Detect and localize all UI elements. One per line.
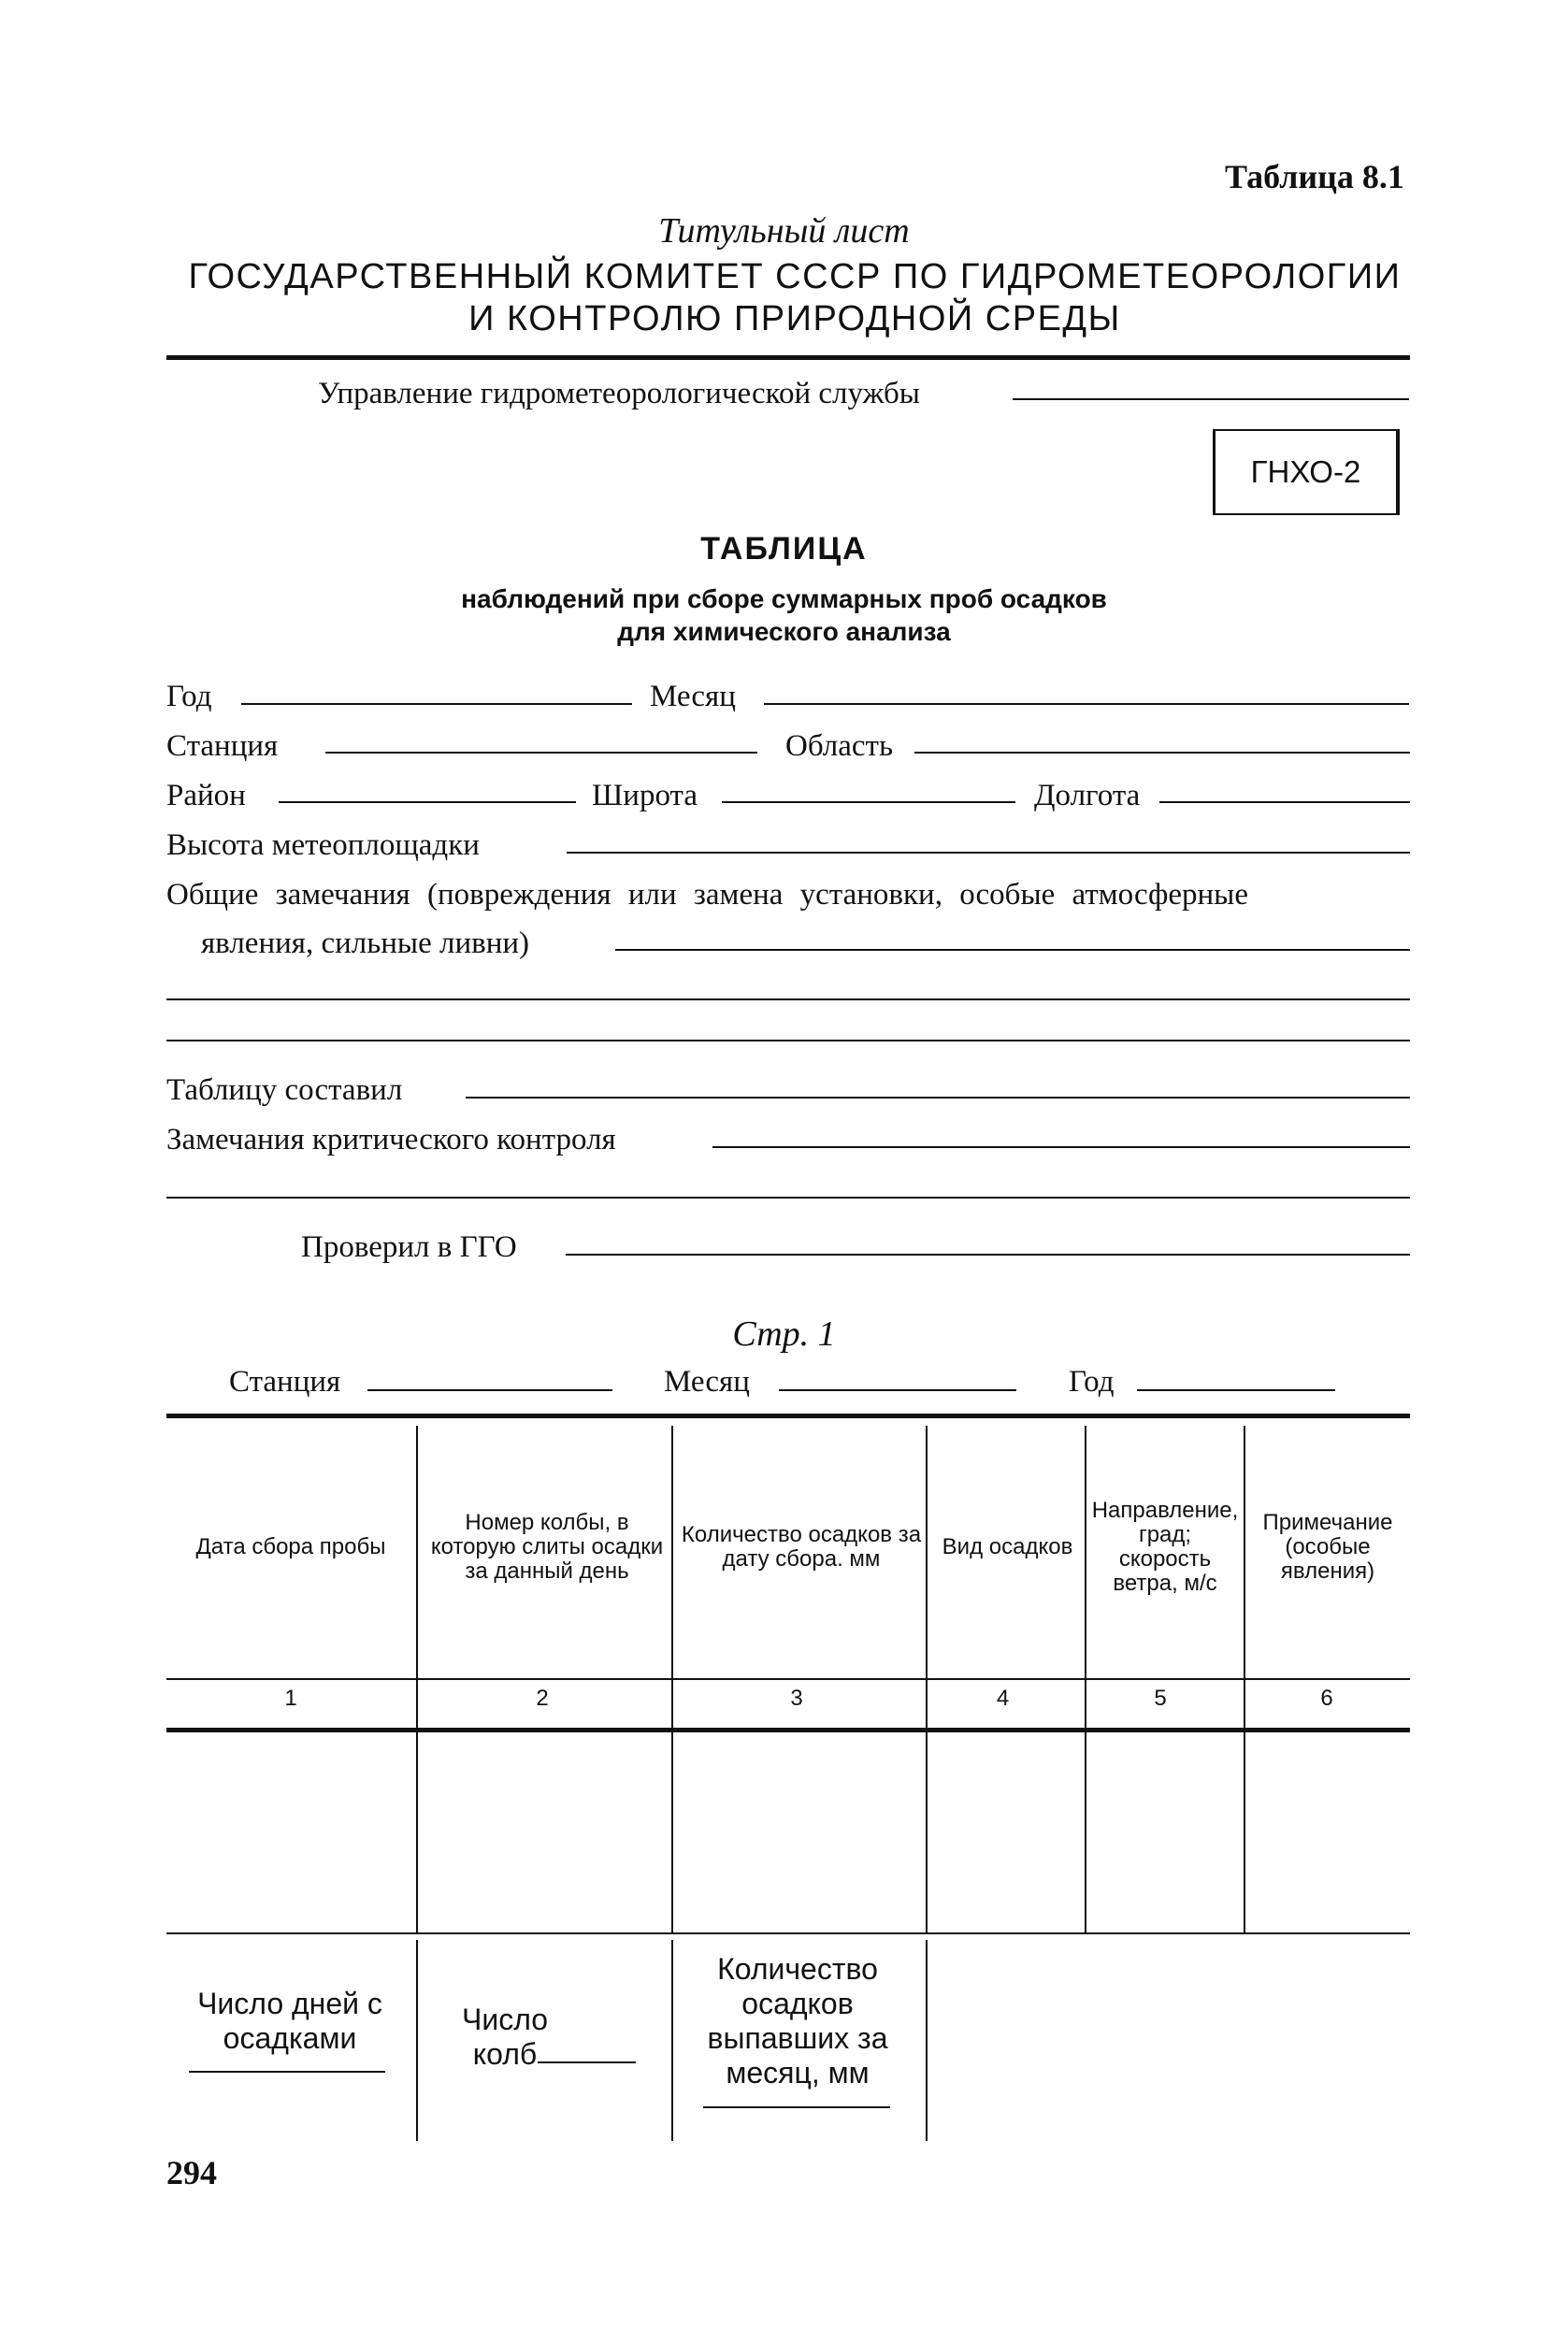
page-station-label: Станция [229, 1365, 341, 1399]
longitude-input-line[interactable] [1159, 801, 1410, 803]
year-input-line[interactable] [241, 703, 632, 705]
latitude-input-line[interactable] [722, 801, 1015, 803]
page-number: 294 [166, 2154, 217, 2191]
remarks-input-line-3[interactable] [166, 1040, 1410, 1041]
column-header-3: Количество осадков за дату сбора. мм [681, 1522, 922, 1572]
column-header-1: Дата сбора пробы [195, 1534, 386, 1559]
region-input-line[interactable] [914, 752, 1410, 754]
page-year-label: Год [1069, 1365, 1115, 1399]
column-number-1: 1 [284, 1686, 297, 1711]
data-cell-precip-type[interactable] [928, 1734, 1083, 1931]
district-label: Район [166, 779, 246, 812]
column-number-6: 6 [1320, 1686, 1333, 1711]
station-input-line[interactable] [325, 752, 757, 754]
committee-name-line1: ГОСУДАРСТВЕННЫЙ КОМИТЕТ СССР ПО ГИДРОМЕТЕОРОЛОГИИ [188, 257, 1402, 296]
management-input-line[interactable] [1013, 398, 1409, 400]
footer-separator-1 [416, 1940, 418, 2141]
data-cell-date[interactable] [168, 1734, 414, 1931]
header-divider [166, 355, 1410, 360]
data-cell-note[interactable] [1245, 1734, 1410, 1931]
month-input-line[interactable] [764, 703, 1409, 705]
footer-days-input-line[interactable] [189, 2071, 385, 2073]
footer-separator-3 [926, 1940, 928, 2141]
page-station-input-line[interactable] [367, 1389, 612, 1391]
critical-remarks-label: Замечания критического контроля [166, 1123, 616, 1156]
page-month-input-line[interactable] [779, 1389, 1016, 1391]
column-number-3: 3 [790, 1686, 803, 1711]
station-label: Станция [166, 729, 279, 763]
latitude-label: Широта [592, 779, 698, 812]
column-header-6: Примечание (особые явления) [1262, 1510, 1393, 1584]
column-number-2: 2 [536, 1686, 549, 1711]
checked-in-label: Проверил в ГГО [301, 1230, 517, 1264]
numbers-bottom-border [166, 1728, 1410, 1732]
management-label: Управление гидрометеорологической службы [318, 377, 920, 410]
page-heading: Стр. 1 [732, 1314, 836, 1354]
data-cell-wind[interactable] [1086, 1734, 1242, 1931]
header-bottom-border [166, 1678, 1410, 1680]
table-number: Таблица 8.1 [1225, 158, 1404, 195]
body-bottom-border [166, 1932, 1410, 1934]
critical-remarks-input-line-2[interactable] [166, 1197, 1410, 1199]
column-number-5: 5 [1154, 1686, 1167, 1711]
footer-monthly-input-line[interactable] [703, 2106, 890, 2108]
page-month-label: Месяц [664, 1365, 750, 1399]
compiled-by-label: Таблицу составил [166, 1073, 403, 1107]
year-label: Год [166, 680, 212, 713]
table-top-border [166, 1414, 1410, 1418]
data-cell-flask-number[interactable] [418, 1734, 669, 1931]
site-height-input-line[interactable] [567, 852, 1410, 854]
column-header-5: Направление, град; скорость ветра, м/с [1091, 1498, 1239, 1596]
site-height-label: Высота метеоплощадки [166, 828, 480, 862]
column-number-4: 4 [996, 1686, 1010, 1711]
critical-remarks-input-line[interactable] [712, 1146, 1410, 1148]
compiled-by-input-line[interactable] [466, 1097, 1410, 1099]
remarks-label-line2: явления, сильные ливни) [201, 926, 530, 960]
data-cell-precip-amount[interactable] [673, 1734, 924, 1931]
district-input-line[interactable] [279, 801, 576, 803]
checked-in-input-line[interactable] [566, 1254, 1410, 1256]
document-title: ТАБЛИЦА [700, 531, 868, 567]
form-code: ГНХО-2 [1250, 454, 1361, 489]
footer-separator-2 [671, 1940, 673, 2141]
region-label: Область [785, 729, 894, 763]
document-subtitle-line2: для химического анализа [617, 617, 951, 646]
column-header-4: Вид осадков [942, 1534, 1073, 1559]
column-header-2: Номер колбы, в которую слиты осадки за данный день [430, 1510, 664, 1584]
remarks-input-line-1[interactable] [615, 949, 1410, 951]
remarks-label-line1: Общие замечания (повреждения или замена установки, особые атмосферные [166, 878, 1249, 912]
month-label: Месяц [650, 680, 736, 713]
title-page-label: Титульный лист [658, 211, 910, 251]
page-year-input-line[interactable] [1137, 1389, 1335, 1391]
footer-monthly-amount: Количество осадков выпавших за месяц, мм [707, 1952, 888, 2090]
footer-flasks-count: Число колб [461, 2003, 549, 2071]
committee-name-line2: И КОНТРОЛЮ ПРИРОДНОЙ СРЕДЫ [468, 299, 1121, 338]
document-subtitle-line1: наблюдений при сборе суммарных проб осадков [461, 584, 1107, 613]
form-code-box [1213, 429, 1400, 515]
footer-days-with-precip: Число дней с осадками [197, 1987, 382, 2055]
footer-flasks-input-line[interactable] [538, 2061, 636, 2063]
remarks-input-line-2[interactable] [166, 998, 1410, 1000]
longitude-label: Долгота [1034, 779, 1141, 812]
